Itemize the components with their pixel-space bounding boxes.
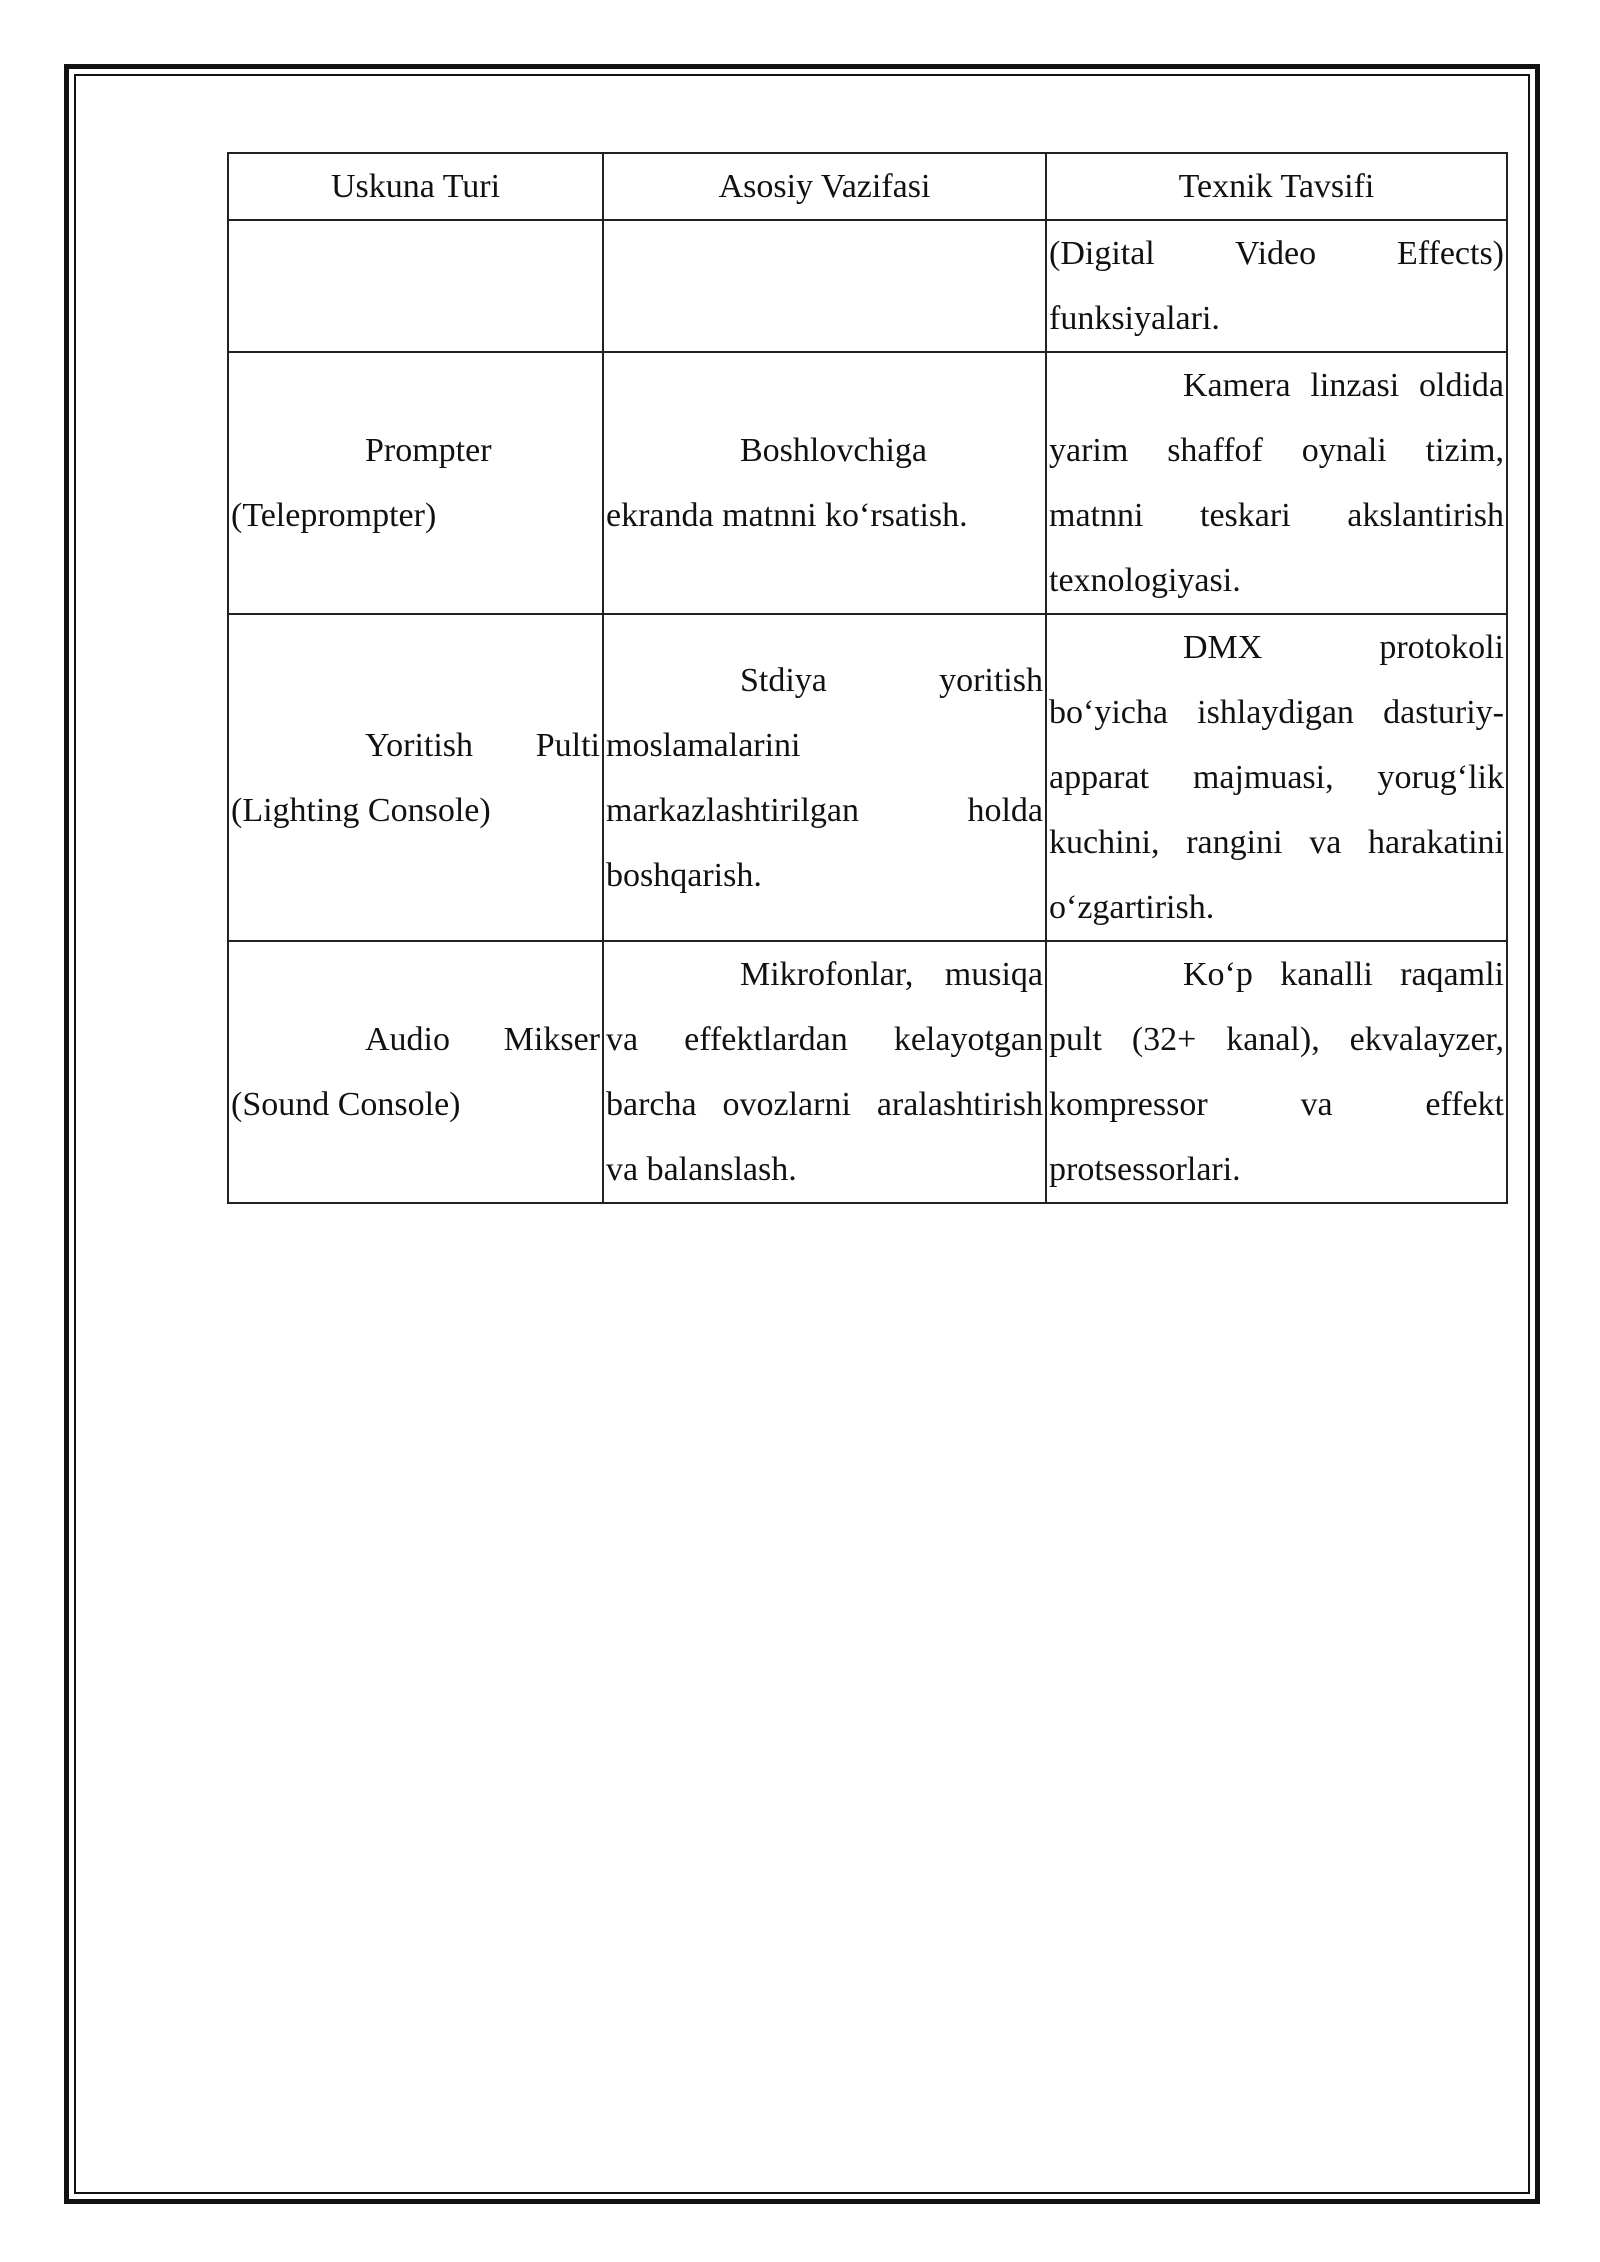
cell-description: Ko‘p kanalli raqamli pult (32+ kanal), ekvalayzer, kompressor va effekt protsessorlari. bbox=[1046, 941, 1507, 1203]
header-cell-function: Asosiy Vazifasi bbox=[603, 153, 1046, 220]
cell-description: DMX protokoli bo‘yicha ishlaydigan dasturiy-apparat majmuasi, yorug‘lik kuchini, rangini va harakatini o‘zgartirish. bbox=[1046, 614, 1507, 941]
table-row bbox=[228, 614, 1507, 941]
cell-type: Yoritish Pulti (Lighting Console) bbox=[228, 614, 603, 941]
table-row bbox=[228, 352, 1507, 614]
cell-type: Prompter (Teleprompter) bbox=[228, 352, 603, 614]
cell-description-line: (Digital Video Effects) bbox=[1049, 235, 1504, 272]
table-header-row bbox=[228, 153, 1507, 220]
equipment-table bbox=[227, 152, 1508, 1204]
cell-function bbox=[603, 220, 1046, 352]
cell-function: Boshlovchiga ekranda matnni ko‘rsatish. bbox=[603, 352, 1046, 614]
header-cell-description: Texnik Tavsifi bbox=[1046, 153, 1507, 220]
cell-description bbox=[1046, 220, 1507, 352]
table-row bbox=[228, 941, 1507, 1203]
header-cell-type: Uskuna Turi bbox=[228, 153, 603, 220]
cell-description: Kamera linzasi oldida yarim shaffof oynali tizim, matnni teskari akslantirish texnologiyasi. bbox=[1046, 352, 1507, 614]
cell-function: Mikrofonlar, musiqa va effektlardan kelayotgan barcha ovozlarni aralashtirish va balanslash. bbox=[603, 941, 1046, 1203]
cell-type bbox=[228, 220, 603, 352]
cell-description-line: funksiyalari. bbox=[1049, 300, 1220, 337]
table-row bbox=[228, 220, 1507, 352]
cell-type: Audio Mikser (Sound Console) bbox=[228, 941, 603, 1203]
cell-function: Stdiya yoritish moslamalarini markazlashtirilgan holda boshqarish. bbox=[603, 614, 1046, 941]
